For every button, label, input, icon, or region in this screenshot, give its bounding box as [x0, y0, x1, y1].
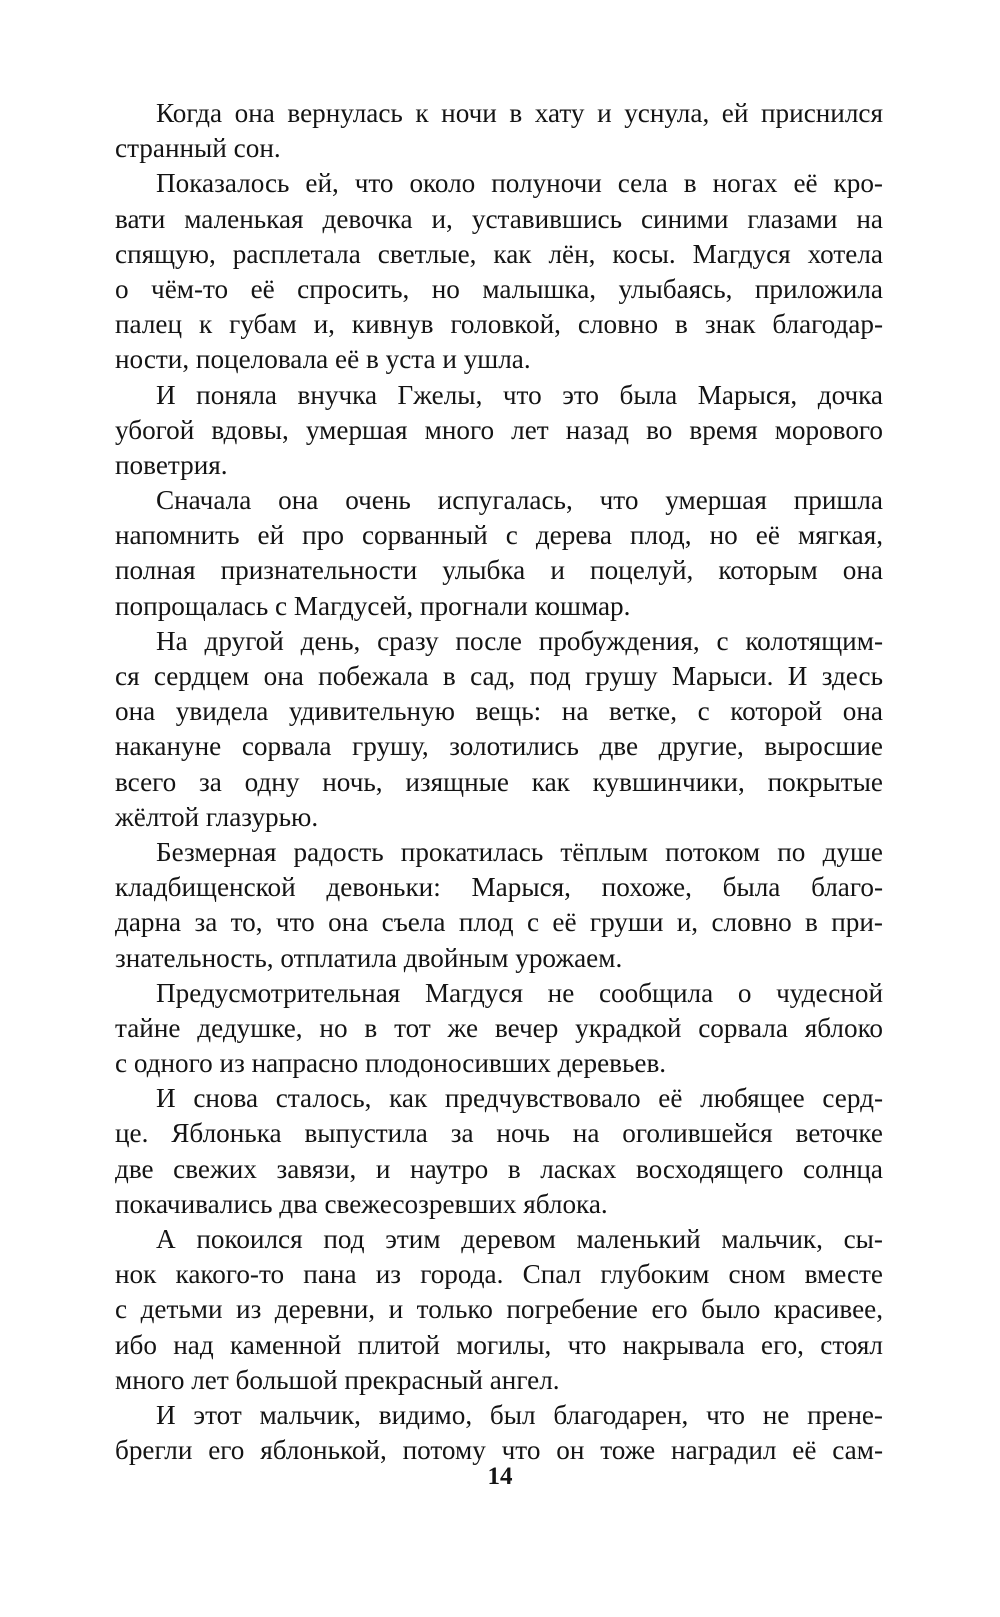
- paragraph: [115, 1081, 883, 1222]
- text-line: она увидела удивительную вещь: на ветке, с которой она: [115, 696, 883, 727]
- text-line: И поняла внучка Гжелы, что это была Марыся, дочка: [156, 379, 883, 410]
- text-line: странный сон.: [115, 133, 281, 164]
- text-line: всего за одну ночь, изящные как кувшинчики, покрытые: [115, 766, 883, 797]
- text-line: А покоился под этим деревом маленький мальчик, сы-: [156, 1224, 883, 1254]
- text-line: Когда она вернулась к ночи в хату и уснула, ей приснился: [156, 98, 883, 128]
- text-line: вати маленькая девочка и, уставившись синими глазами на: [115, 203, 883, 234]
- text-line: накануне сорвала грушу, золотились две другие, выросшие: [115, 731, 883, 762]
- paragraph: [115, 166, 883, 377]
- text-line: И этот мальчик, видимо, был благодарен, что не прене-: [156, 1399, 883, 1430]
- text-line: с одного из напрасно плодоносивших деревьев.: [115, 1048, 667, 1079]
- text-line: тайне дедушке, но в тот же вечер украдкой сорвала яблоко: [115, 1012, 883, 1043]
- text-line: ся сердцем она побежала в сад, под грушу Марыси. И здесь: [115, 661, 883, 691]
- paragraph: [115, 483, 883, 624]
- text-line: о чём-то её спросить, но малышка, улыбаясь, приложила: [115, 273, 883, 304]
- paragraph: [115, 835, 883, 976]
- text-line: Предусмотрительная Магдуся не сообщила о чудесной: [156, 977, 883, 1008]
- text-line: це. Яблонька выпустила за ночь на оголившейся веточке: [115, 1118, 883, 1149]
- text-line: с детьми из деревни, и только погребение его было красивее,: [115, 1294, 883, 1325]
- text-line: много лет большой прекрасный ангел.: [115, 1364, 560, 1395]
- text-line: На другой день, сразу после пробуждения, с колотящим-: [156, 625, 883, 656]
- text-line: полная признательности улыбка и поцелуй, которым она: [115, 555, 883, 586]
- paragraph: [115, 96, 883, 166]
- text-line: попрощалась с Магдусей, прогнали кошмар.: [115, 590, 631, 621]
- page-number: 14: [487, 1463, 513, 1490]
- text-line: брегли его яблонькой, потому что он тоже наградил её сам-: [115, 1435, 883, 1466]
- text-line: поветрия.: [115, 449, 228, 480]
- text-line: ности, поцеловала её в уста и ушла.: [115, 344, 531, 375]
- text-line: напомнить ей про сорванный с дерева плод, но её мягкая,: [115, 520, 883, 551]
- text-line: две свежих завязи, и наутро в ласках восходящего солнца: [115, 1153, 883, 1184]
- text-line: убогой вдовы, умершая много лет назад во время морового: [115, 414, 883, 445]
- text-line: покачивались два свежесозревших яблока.: [115, 1188, 608, 1219]
- text-line: спящую, расплетала светлые, как лён, косы. Магдуся хотела: [115, 238, 883, 269]
- paragraph: [115, 976, 883, 1082]
- paragraph: [115, 378, 883, 484]
- text-line: кладбищенской девоньки: Марыся, похоже, была благо-: [115, 872, 883, 903]
- body-text: [115, 96, 883, 1468]
- text-line: Безмерная радость прокатилась тёплым потоком по душе: [156, 836, 883, 867]
- text-line: дарна за то, что она съела плод с её груши и, словно в при-: [115, 907, 883, 938]
- paragraph: [115, 1398, 883, 1468]
- paragraph: [115, 624, 883, 835]
- paragraph: [115, 1222, 883, 1398]
- text-line: ибо над каменной плитой могилы, что накрывала его, стоял: [115, 1329, 883, 1360]
- text-line: Показалось ей, что около полуночи села в ногах её кро-: [156, 168, 883, 199]
- text-line: Сначала она очень испугалась, что умершая пришла: [156, 485, 883, 516]
- text-line: нок какого-то пана из города. Спал глубоким сном вместе: [115, 1259, 883, 1290]
- text-line: палец к губам и, кивнув головкой, словно в знак благодар-: [115, 309, 883, 340]
- text-line: жёлтой глазурью.: [115, 801, 319, 832]
- text-line: знательность, отплатила двойным урожаем.: [115, 942, 623, 973]
- text-line: И снова сталось, как предчувствовало её любящее серд-: [156, 1083, 883, 1114]
